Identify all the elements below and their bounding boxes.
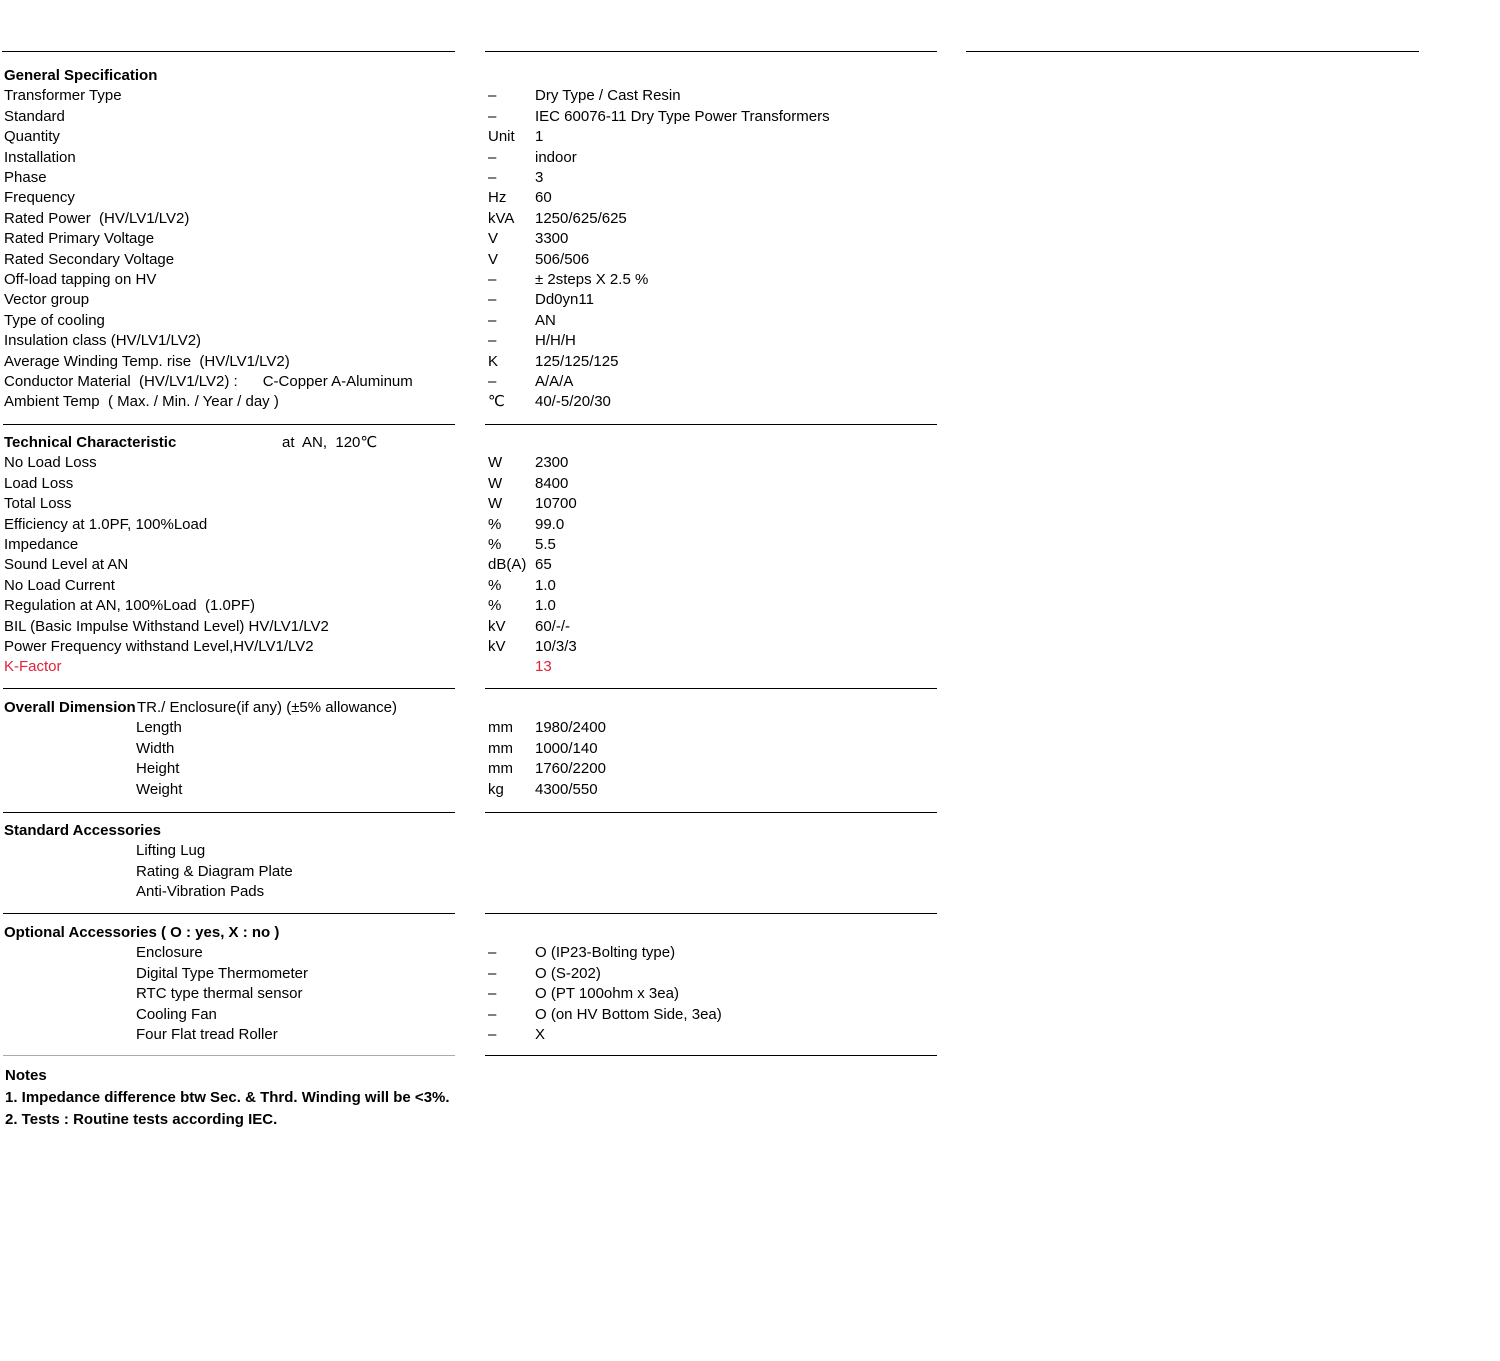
dimension-value: 1980/2400	[535, 719, 606, 737]
note-item: 2. Tests : Routine tests according IEC.	[5, 1111, 278, 1128]
optional-label: Enclosure	[136, 944, 203, 962]
spec-label: Vector group	[4, 291, 90, 309]
spec-value: 2300	[535, 454, 569, 472]
rule-technical-right	[485, 688, 937, 689]
optional-label: Four Flat tread Roller	[136, 1026, 278, 1043]
spec-value: 10/3/3	[535, 638, 577, 655]
spec-unit: Hz	[488, 189, 507, 207]
spec-label: Efficiency at 1.0PF, 100%Load	[4, 515, 208, 533]
section-title-optional-accessories: Optional Accessories ( O : yes, X : no )	[4, 924, 280, 941]
dimension-label: Length	[136, 719, 182, 737]
spec-label: Total Loss	[4, 495, 72, 513]
dimension-value: 1760/2200	[535, 760, 606, 778]
dimension-unit: mm	[488, 719, 513, 737]
spec-unit: V	[488, 250, 499, 268]
optional-value: O (IP23-Bolting type)	[535, 944, 676, 962]
spec-unit: –	[488, 332, 497, 350]
spec-label: Power Frequency withstand Level,HV/LV1/LV2	[4, 638, 314, 655]
spec-value: 1.0	[535, 597, 556, 615]
spec-label: Quantity	[4, 128, 60, 146]
top-rule-col3	[966, 51, 1419, 52]
spec-label: Regulation at AN, 100%Load (1.0PF)	[4, 597, 255, 615]
optional-value: X	[535, 1026, 546, 1043]
spec-unit: dB(A)	[488, 556, 527, 574]
spec-unit: –	[488, 271, 497, 288]
spec-value: IEC 60076-11 Dry Type Power Transformers	[535, 107, 830, 125]
spec-value: indoor	[535, 148, 577, 166]
spec-value: Dry Type / Cast Resin	[535, 87, 681, 105]
spec-label: No Load Loss	[4, 454, 97, 472]
spec-unit: –	[488, 107, 497, 125]
dimension-subtitle: TR./ Enclosure(if any) (±5% allowance)	[137, 699, 397, 716]
spec-label: Standard	[4, 107, 65, 125]
optional-label: RTC type thermal sensor	[136, 985, 303, 1003]
dimension-unit: mm	[488, 739, 513, 757]
spec-value: 3300	[535, 230, 569, 248]
dimension-label: Width	[136, 739, 175, 757]
spec-unit: K	[488, 352, 499, 370]
spec-label: BIL (Basic Impulse Withstand Level) HV/LV1/LV2	[4, 617, 329, 635]
spec-value: 65	[535, 556, 552, 574]
spec-unit: W	[488, 474, 503, 492]
spec-unit: –	[488, 311, 497, 329]
spec-value: 8400	[535, 474, 569, 492]
rule-general-left	[3, 424, 455, 425]
spec-value: 125/125/125	[535, 352, 619, 370]
rule-standard-accessories-left	[3, 913, 455, 914]
spec-label: Rated Secondary Voltage	[4, 250, 175, 268]
spec-value: 1	[535, 128, 544, 146]
spec-unit: –	[488, 291, 497, 309]
spec-value: 60	[535, 189, 552, 207]
spec-unit: %	[488, 576, 502, 594]
spec-value: 506/506	[535, 250, 590, 268]
spec-value: 10700	[535, 495, 577, 513]
spec-unit: kV	[488, 617, 506, 635]
rule-dimension-right	[485, 812, 937, 813]
spec-label: Average Winding Temp. rise (HV/LV1/LV2)	[4, 352, 290, 370]
spec-value: 3	[535, 169, 544, 186]
spec-value: 99.0	[535, 515, 565, 533]
spec-value: 60/-/-	[535, 617, 571, 635]
spec-label: Rated Primary Voltage	[4, 230, 155, 248]
spec-unit: W	[488, 454, 503, 472]
spec-value: ± 2steps X 2.5 %	[535, 271, 649, 288]
dimension-unit: mm	[488, 760, 513, 778]
rule-dimension-left	[3, 812, 455, 813]
spec-value: 1250/625/625	[535, 209, 627, 227]
spec-label: Ambient Temp ( Max. / Min. / Year / day )	[4, 393, 279, 411]
spec-unit: –	[488, 373, 497, 390]
spec-label: Rated Power (HV/LV1/LV2)	[4, 209, 190, 227]
accessory-item: Anti-Vibration Pads	[136, 883, 265, 901]
spec-label: Conductor Material (HV/LV1/LV2) : C-Copper A-Aluminum	[4, 373, 413, 390]
rule-general-right	[485, 424, 937, 425]
dimension-label: Weight	[136, 780, 183, 798]
spec-unit: W	[488, 495, 503, 513]
top-rule-col2	[485, 51, 937, 52]
note-item: 1. Impedance difference btw Sec. & Thrd. Winding will be <3%.	[5, 1089, 450, 1106]
optional-value: O (S-202)	[535, 964, 601, 982]
spec-label: Insulation class (HV/LV1/LV2)	[4, 332, 202, 350]
spec-label: K-Factor	[4, 658, 62, 676]
spec-unit: kV	[488, 638, 506, 655]
spec-value: AN	[535, 311, 556, 329]
spec-unit: Unit	[488, 128, 515, 146]
section-title-dimension: Overall Dimension	[4, 699, 136, 716]
spec-value: 1.0	[535, 576, 556, 594]
rule-optional-accessories-left	[3, 1055, 455, 1056]
dimension-unit: kg	[488, 780, 504, 798]
dimension-value: 4300/550	[535, 780, 598, 798]
spec-value: 5.5	[535, 536, 556, 553]
spec-label: Sound Level at AN	[4, 556, 129, 574]
section-title-technical: Technical Characteristic	[4, 434, 177, 451]
dimension-label: Height	[136, 760, 180, 778]
section-title-general: General Specification	[4, 67, 158, 84]
technical-condition: at AN, 120℃	[282, 434, 378, 451]
dimension-value: 1000/140	[535, 739, 598, 757]
optional-unit: –	[488, 964, 497, 982]
optional-unit: –	[488, 944, 497, 962]
spec-unit: –	[488, 87, 497, 105]
spec-unit: %	[488, 515, 502, 533]
spec-label: Transformer Type	[4, 87, 122, 105]
optional-value: O (PT 100ohm x 3ea)	[535, 985, 679, 1003]
accessory-item: Lifting Lug	[136, 842, 206, 860]
spec-label: Off-load tapping on HV	[4, 271, 157, 288]
notes-title: Notes	[5, 1067, 47, 1084]
spec-value: Dd0yn11	[535, 291, 594, 309]
spec-unit: –	[488, 169, 497, 186]
optional-unit: –	[488, 1005, 497, 1023]
optional-unit: –	[488, 985, 497, 1003]
spec-label: No Load Current	[4, 576, 115, 594]
optional-label: Cooling Fan	[136, 1005, 217, 1023]
optional-value: O (on HV Bottom Side, 3ea)	[535, 1005, 722, 1023]
spec-label: Type of cooling	[4, 311, 105, 329]
spec-value: A/A/A	[535, 373, 574, 390]
spec-value: H/H/H	[535, 332, 576, 350]
accessory-item: Rating & Diagram Plate	[136, 862, 293, 880]
spec-unit: V	[488, 230, 499, 248]
spec-unit: kVA	[488, 209, 515, 227]
spec-unit: %	[488, 597, 502, 615]
rule-standard-accessories-right	[485, 913, 937, 914]
rule-optional-accessories-right	[485, 1055, 937, 1056]
spec-label: Frequency	[4, 189, 75, 207]
top-rule-col1	[2, 51, 455, 52]
section-title-standard-accessories: Standard Accessories	[4, 822, 162, 839]
spec-unit: %	[488, 536, 502, 553]
spec-label: Impedance	[4, 536, 79, 553]
optional-unit: –	[488, 1026, 497, 1043]
optional-label: Digital Type Thermometer	[136, 964, 309, 982]
spec-label: Load Loss	[4, 474, 74, 492]
spec-label: Installation	[4, 148, 76, 166]
spec-value: 13	[535, 658, 552, 676]
spec-unit: –	[488, 148, 497, 166]
spec-unit: ℃	[488, 393, 505, 411]
spec-value: 40/-5/20/30	[535, 393, 611, 411]
spec-label: Phase	[4, 169, 47, 186]
rule-technical-left	[3, 688, 455, 689]
